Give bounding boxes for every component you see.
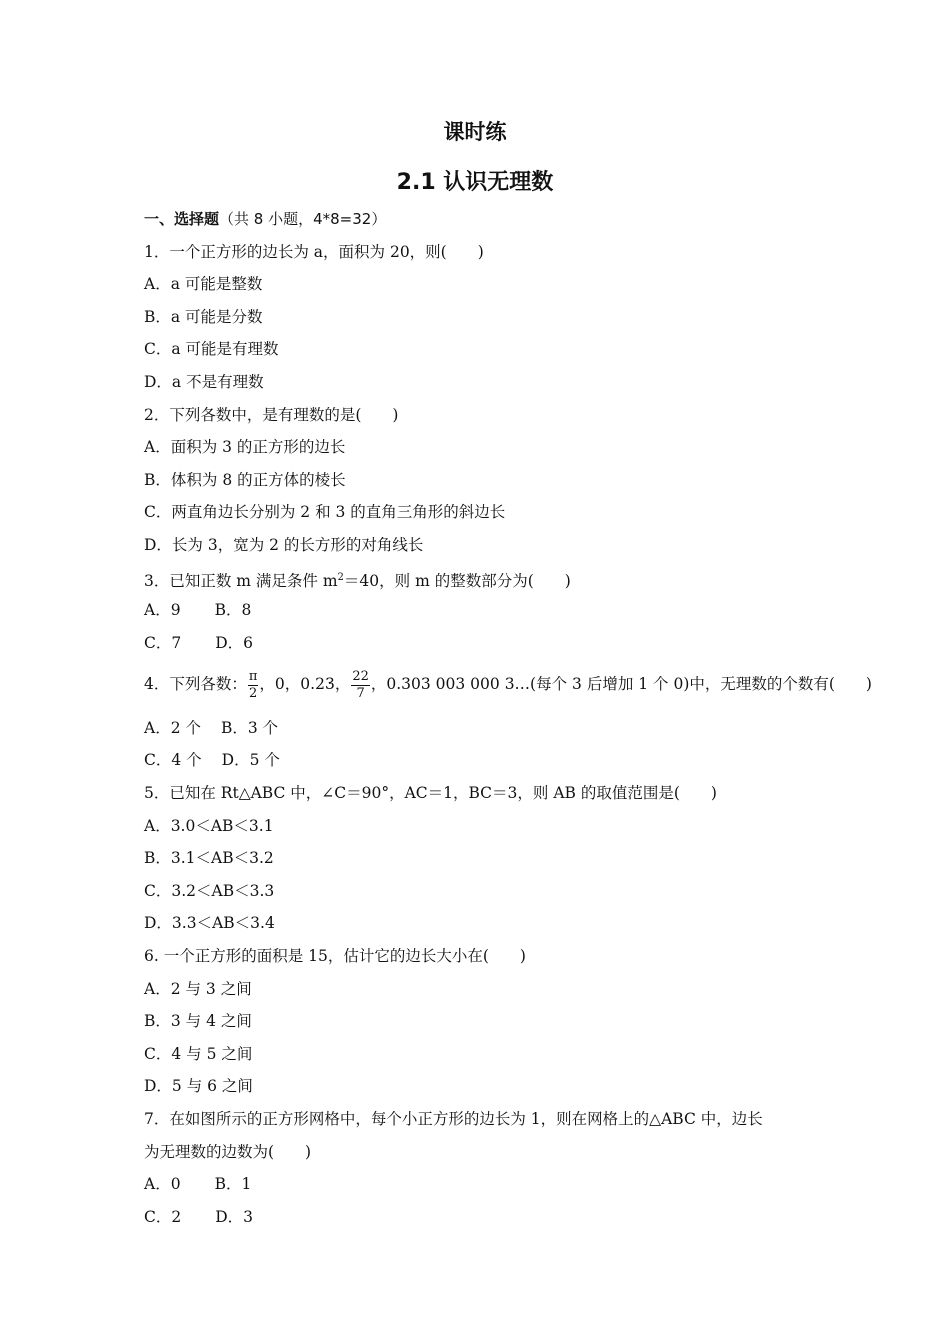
question-3-option-a: A．9 xyxy=(144,601,181,619)
page-title: 课时练 xyxy=(443,120,507,144)
question-4-stem xyxy=(144,664,872,704)
question-4-separator: ，0，0.2 xyxy=(259,675,325,693)
question-3-option-b: B．8 xyxy=(214,601,252,619)
question-3-stem-start: 3．已知正数 m 满足条件 m xyxy=(144,572,338,591)
section-heading xyxy=(144,209,386,229)
question-7-option-b: B．1 xyxy=(214,1175,252,1193)
question-7-option-c: C．2 xyxy=(144,1208,182,1226)
question-7-stem-line-2: 为无理数的边数为( ) xyxy=(144,1143,312,1161)
question-5-option-a: A．3.0＜AB＜3.1 xyxy=(144,817,274,835)
question-1-option-a: A．a 可能是整数 xyxy=(144,275,263,293)
question-3-stem-end: ＝40，则 m 的整数部分为( ) xyxy=(343,572,571,591)
pi-over-2-fraction xyxy=(248,669,259,702)
question-3-option-d: D．6 xyxy=(215,634,254,652)
question-4-option-d: D．5 个 xyxy=(221,751,280,769)
question-5-stem: 5．已知在 Rt△ABC 中，∠C＝90°，AC＝1，BC＝3，则 AB 的取值范围是( ) xyxy=(144,784,717,802)
question-1-option-c: C．a 可能是有理数 xyxy=(144,340,279,358)
question-7-stem-line-1: 7．在如图所示的正方形网格中，每个小正方形的边长为 1，则在网格上的△ABC 中，边长 xyxy=(144,1110,763,1128)
question-4-option-b: B．3 个 xyxy=(220,719,279,737)
question-1-option-b: B．a 可能是分数 xyxy=(144,308,263,326)
question-7-options-row-1 xyxy=(144,1174,251,1194)
question-4-option-a: A．2 个 xyxy=(144,719,201,737)
twenty-two-sevenths-fraction xyxy=(351,669,370,702)
question-2-option-b: B．体积为 8 的正方体的棱长 xyxy=(144,471,346,489)
question-5-option-c: C．3.2＜AB＜3.3 xyxy=(144,882,275,900)
question-2-option-c: C．两直角边长分别为 2 和 3 的直角三角形的斜边长 xyxy=(144,503,506,521)
question-2-option-a: A．面积为 3 的正方形的边长 xyxy=(144,438,346,456)
fraction-denominator: 7 xyxy=(356,685,365,701)
fraction-numerator: π xyxy=(248,668,258,684)
fraction-numerator: 22 xyxy=(352,668,369,684)
repeating-digit: · 3 xyxy=(325,675,335,693)
question-7-option-a: A．0 xyxy=(144,1175,181,1193)
question-3-stem xyxy=(144,568,571,591)
question-6-option-b: B．3 与 4 之间 xyxy=(144,1012,252,1030)
question-4-comma: ， xyxy=(334,675,351,693)
question-3-options-row-1 xyxy=(144,600,251,620)
lesson-title: 2.1 认识无理数 xyxy=(396,170,554,195)
question-4-options-row-1 xyxy=(144,718,278,738)
question-2-option-d: D．长为 3，宽为 2 的长方形的对角线长 xyxy=(144,536,424,554)
section-note: （共 8 小题，4*8=32） xyxy=(219,210,387,228)
question-3-option-c: C．7 xyxy=(144,634,182,652)
question-4-options-row-2 xyxy=(144,750,280,770)
fraction-denominator: 2 xyxy=(249,685,258,701)
question-7-option-d: D．3 xyxy=(215,1208,254,1226)
question-5-option-b: B．3.1＜AB＜3.2 xyxy=(144,849,274,867)
question-2-stem: 2．下列各数中，是有理数的是( ) xyxy=(144,406,399,424)
question-6-option-a: A．2 与 3 之间 xyxy=(144,980,252,998)
question-1-stem: 1．一个正方形的边长为 a，面积为 20，则( ) xyxy=(144,243,484,261)
question-1-option-d: D．a 不是有理数 xyxy=(144,373,264,391)
square-exponent: 2 xyxy=(337,572,344,583)
question-4-option-c: C．4 个 xyxy=(144,751,202,769)
question-5-option-d: D．3.3＜AB＜3.4 xyxy=(144,914,275,932)
question-6-stem: 6. 一个正方形的面积是 15，估计它的边长大小在( ) xyxy=(144,947,526,965)
section-label: 一、选择题 xyxy=(144,210,220,228)
question-4-suffix: ，0.303 003 000 3…(每个 3 后增加 1 个 0)中，无理数的个数有( ) xyxy=(370,675,872,693)
question-4-prefix: 4．下列各数： xyxy=(144,675,247,693)
question-7-options-row-2 xyxy=(144,1207,253,1227)
question-3-options-row-2 xyxy=(144,633,253,653)
question-6-option-c: C．4 与 5 之间 xyxy=(144,1045,253,1063)
question-6-option-d: D．5 与 6 之间 xyxy=(144,1077,253,1095)
